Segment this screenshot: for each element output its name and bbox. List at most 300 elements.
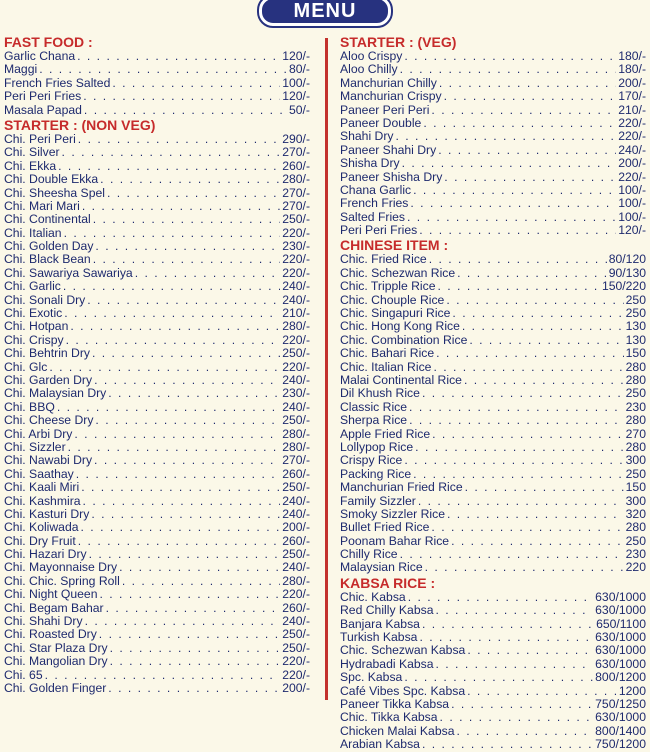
item-price: 270/- (282, 199, 310, 213)
section-title-kabsa: KABSA RICE : (340, 574, 436, 591)
item-price: 630/1000 (595, 631, 646, 645)
dot-leader (110, 655, 281, 668)
item-price: 750/1250 (595, 697, 646, 711)
menu-item (4, 361, 310, 374)
menu-item (4, 294, 310, 307)
item-price: 220 (625, 561, 646, 575)
menu-item (4, 655, 310, 668)
item-name: Paneer Shahi Dry (340, 143, 437, 157)
menu-item (4, 454, 310, 467)
item-price: 320 (625, 507, 646, 521)
menu-item (4, 642, 310, 655)
item-price: 1200 (618, 684, 646, 698)
item-name: Chi. Continental (4, 213, 91, 227)
menu-item (340, 211, 646, 224)
item-name: Chic. Italian Rice (340, 360, 432, 374)
item-price: 280 (625, 414, 646, 428)
dot-leader (467, 685, 617, 698)
dot-leader (462, 320, 624, 333)
item-name: Chi. Koliwada (4, 521, 79, 535)
menu-item (340, 320, 646, 333)
item-name: Chi. Sizzler (4, 440, 66, 454)
item-name: Hydrabadi Kabsa (340, 657, 434, 671)
menu-item (4, 495, 310, 508)
item-name: Manchurian Fried Rice (340, 481, 463, 495)
menu-item (340, 267, 646, 280)
menu-item (340, 253, 646, 266)
item-name: Chi. Silver (4, 146, 60, 160)
menu-item (340, 414, 646, 427)
menu-item (4, 334, 310, 347)
menu-item (340, 77, 646, 90)
dot-leader (422, 738, 593, 751)
item-price: 240/- (282, 561, 310, 575)
item-price: 220/- (282, 588, 310, 602)
item-name: French Fries Salted (4, 76, 111, 90)
item-price: 630/1000 (595, 644, 646, 658)
dot-leader (409, 401, 624, 414)
dot-leader (432, 428, 624, 441)
item-name: Malaysian Rice (340, 561, 423, 575)
item-name: Chic. Bahari Rice (340, 347, 435, 361)
item-name: Dil Khush Rice (340, 387, 420, 401)
item-name: Chi. Crispy (4, 333, 64, 347)
item-price: 220/- (282, 333, 310, 347)
item-price: 280 (625, 373, 646, 387)
menu-item (340, 334, 646, 347)
item-price: 150/220 (601, 280, 646, 294)
dot-leader (45, 669, 281, 682)
dot-leader (89, 548, 281, 561)
item-price: 270/- (282, 146, 310, 160)
item-name: Chic. Tripple Rice (340, 280, 436, 294)
item-price: 80/120 (608, 253, 646, 267)
dot-leader (446, 294, 623, 307)
item-name: Shahi Dry (340, 130, 394, 144)
item-name: Chi. Begam Bahar (4, 601, 104, 615)
menu-item (4, 521, 310, 534)
menu-item (340, 604, 646, 617)
item-name: Paneer Double (340, 116, 422, 130)
dot-leader (438, 144, 616, 157)
dot-leader (422, 387, 624, 400)
dot-leader (435, 604, 593, 617)
header-bar (0, 0, 650, 26)
item-price: 800/1400 (595, 724, 646, 738)
item-name: Peri Peri Fries (4, 90, 82, 104)
item-price: 100/- (618, 197, 646, 211)
item-name: Chi. Sawariya Sawariya (4, 266, 133, 280)
menu-item (4, 253, 310, 266)
dot-leader (415, 441, 623, 454)
item-name: Maggi (4, 63, 38, 77)
item-name: Crispy Rice (340, 454, 403, 468)
dot-leader (404, 671, 593, 684)
menu-item (4, 481, 310, 494)
item-price: 250 (625, 534, 646, 548)
menu-item (340, 347, 646, 360)
menu-item (340, 157, 646, 170)
item-price: 750/1200 (595, 738, 646, 752)
dot-leader (108, 682, 280, 695)
item-price: 800/1200 (595, 671, 646, 685)
dot-leader (110, 642, 281, 655)
menu-item (340, 508, 646, 521)
item-name: Aloo Crispy (340, 50, 403, 63)
dot-leader (456, 725, 593, 738)
menu-item (340, 401, 646, 414)
dot-leader (436, 658, 594, 671)
item-price: 220/- (618, 116, 646, 130)
menu-item (4, 428, 310, 441)
item-name: Garlic Chana (4, 50, 76, 63)
dot-leader (100, 173, 280, 186)
item-price: 210/- (618, 103, 646, 117)
menu-item (340, 548, 646, 561)
dot-leader (439, 77, 616, 90)
dot-leader (413, 468, 624, 481)
item-name: Chic. Fried Rice (340, 253, 427, 267)
dot-leader (400, 63, 617, 76)
item-name: Chi. Black Bean (4, 253, 91, 267)
item-name: Chicken Malai Kabsa (340, 724, 455, 738)
item-price: 230/- (282, 387, 310, 401)
menu-item (340, 711, 646, 724)
column-divider (325, 38, 328, 700)
item-price: 230/- (282, 240, 310, 254)
item-name: Chi. Sheesha Spel (4, 186, 105, 200)
dot-leader (62, 146, 281, 159)
item-price: 100/- (618, 210, 646, 224)
menu-title: MENU (259, 0, 391, 26)
menu-item (340, 224, 646, 237)
item-price: 250/- (282, 213, 310, 227)
item-name: Chi. BBQ (4, 400, 55, 414)
menu-item (4, 628, 310, 641)
item-price: 220/- (618, 130, 646, 144)
menu-item (4, 615, 310, 628)
starter-non-veg-list (4, 133, 310, 695)
item-price: 180/- (618, 50, 646, 63)
menu-item (340, 307, 646, 320)
item-price: 120/- (618, 224, 646, 238)
dot-leader (457, 267, 607, 280)
menu-item (340, 184, 646, 197)
item-name: Chic. Tikka Kabsa (340, 711, 438, 725)
menu-item (340, 130, 646, 143)
section-title-starter-veg: STARTER : (VEG) (340, 34, 457, 50)
item-name: Chi. Italian (4, 226, 62, 240)
item-name: Arabian Kabsa (340, 738, 420, 752)
dot-leader (83, 495, 281, 508)
item-price: 250 (625, 293, 646, 307)
item-price: 130 (625, 320, 646, 334)
item-price: 100/- (618, 183, 646, 197)
item-price: 280 (625, 521, 646, 535)
item-name: Red Chilly Kabsa (340, 604, 434, 618)
dot-leader (78, 133, 280, 146)
dot-leader (66, 334, 281, 347)
dot-leader (64, 307, 280, 320)
dot-leader (83, 90, 280, 103)
dot-leader (467, 644, 593, 657)
item-name: Packing Rice (340, 467, 412, 481)
dot-leader (409, 414, 624, 427)
item-name: Chic. Chouple Rice (340, 293, 445, 307)
item-name: Banjara Kabsa (340, 617, 420, 631)
dot-leader (95, 414, 280, 427)
menu-item (4, 535, 310, 548)
item-name: Chi. Malaysian Dry (4, 387, 107, 401)
menu-item (4, 682, 310, 695)
menu-item (340, 561, 646, 574)
dot-leader (122, 575, 280, 588)
dot-leader (431, 104, 616, 117)
menu-item (340, 468, 646, 481)
item-name: Manchurian Crispy (340, 90, 442, 104)
item-name: Chi. Hazari Dry (4, 548, 87, 562)
item-price: 630/1000 (595, 590, 646, 604)
item-price: 240/- (282, 400, 310, 414)
item-price: 270/- (282, 454, 310, 468)
dot-leader (400, 548, 624, 561)
menu-item (4, 320, 310, 333)
item-price: 280/- (282, 427, 310, 441)
item-price: 260/- (282, 534, 310, 548)
dot-leader (418, 495, 624, 508)
dot-leader (91, 508, 280, 521)
item-name: Turkish Kabsa (340, 631, 418, 645)
item-price: 130 (625, 333, 646, 347)
menu-item (4, 160, 310, 173)
item-price: 220/- (282, 253, 310, 267)
item-price: 280/- (282, 574, 310, 588)
item-name: Café Vibes Spc. Kabsa (340, 684, 466, 698)
dot-leader (68, 441, 281, 454)
item-name: Paneer Tikka Kabsa (340, 697, 450, 711)
item-price: 220/- (282, 668, 310, 682)
item-name: Chic. Schezwan Rice (340, 266, 456, 280)
dot-leader (419, 224, 616, 237)
dot-leader (436, 347, 624, 360)
menu-item (340, 685, 646, 698)
menu-item (4, 240, 310, 253)
item-name: Chilly Rice (340, 548, 398, 562)
menu-item (4, 575, 310, 588)
item-name: Chi. Mangolian Dry (4, 655, 108, 669)
item-price: 650/1100 (596, 617, 646, 631)
item-price: 240/- (282, 373, 310, 387)
item-price: 50/- (288, 103, 310, 117)
menu-item (4, 387, 310, 400)
item-name: Chi. Kaali Miri (4, 481, 80, 495)
item-name: Chi. Chic. Spring Roll (4, 574, 120, 588)
menu-item (4, 508, 310, 521)
dot-leader (108, 387, 280, 400)
dot-leader (419, 631, 593, 644)
menu-item (4, 133, 310, 146)
menu-item (340, 171, 646, 184)
menu-item (4, 146, 310, 159)
dot-leader (81, 521, 281, 534)
dot-leader (410, 197, 616, 210)
dot-leader (425, 561, 624, 574)
menu-item (340, 738, 646, 751)
dot-leader (451, 535, 624, 548)
menu-item (4, 227, 310, 240)
item-price: 90/130 (608, 266, 646, 280)
item-name: Peri Peri Fries (340, 224, 418, 238)
item-price: 170/- (618, 90, 646, 104)
menu-item (340, 374, 646, 387)
menu-item (4, 602, 310, 615)
fast-food-list (4, 50, 310, 117)
dot-leader (49, 361, 280, 374)
dot-leader (95, 240, 280, 253)
menu-item (4, 588, 310, 601)
item-price: 200/- (618, 157, 646, 171)
menu-item (4, 50, 310, 63)
kabsa-list (340, 591, 646, 752)
dot-leader (404, 50, 616, 63)
item-name: Sherpa Rice (340, 414, 408, 428)
menu-item (4, 548, 310, 561)
dot-leader (465, 481, 624, 494)
item-name: Chic. Kabsa (340, 590, 406, 604)
item-price: 200/- (282, 681, 310, 695)
item-name: Spc. Kabsa (340, 671, 403, 685)
dot-leader (93, 253, 281, 266)
item-name: Chic. Schezwan Kabsa (340, 644, 466, 658)
item-price: 240/- (282, 615, 310, 629)
menu-item (340, 63, 646, 76)
dot-leader (106, 602, 281, 615)
dot-leader (92, 347, 280, 360)
item-name: Chi. Star Plaza Dry (4, 641, 108, 655)
item-price: 250 (625, 387, 646, 401)
section-title-fast-food: FAST FOOD : (4, 34, 93, 50)
dot-leader (77, 50, 280, 63)
dot-leader (431, 521, 623, 534)
item-price: 250/- (282, 347, 310, 361)
menu-item (4, 401, 310, 414)
menu-item (340, 294, 646, 307)
dot-leader (429, 253, 607, 266)
menu-item (4, 468, 310, 481)
dot-leader (78, 535, 280, 548)
item-price: 280/- (282, 440, 310, 454)
item-price: 220/- (618, 170, 646, 184)
item-name: Chi. Double Ekka (4, 173, 99, 187)
menu-item (340, 658, 646, 671)
section-title-starter-non-veg: STARTER : (NON VEG) (4, 116, 156, 133)
menu-item (340, 644, 646, 657)
item-price: 280/- (282, 320, 310, 334)
item-price: 210/- (282, 307, 310, 321)
item-name: Chi. Garlic (4, 280, 61, 294)
item-name: Chi. Glc (4, 360, 48, 374)
item-price: 250/- (282, 481, 310, 495)
item-name: Family Sizzler (340, 494, 416, 508)
item-name: Chi. Peri Peri (4, 132, 76, 146)
menu-item (4, 267, 310, 280)
item-name: Smoky Sizzler Rice (340, 507, 445, 521)
right-column (340, 35, 646, 752)
item-name: Chi. Golden Day (4, 240, 94, 254)
dot-leader (440, 711, 594, 724)
dot-leader (447, 508, 624, 521)
starter-veg-list (340, 50, 646, 237)
dot-leader (396, 130, 617, 143)
dot-leader (119, 561, 280, 574)
item-price: 220/- (282, 226, 310, 240)
dot-leader (74, 428, 280, 441)
dot-leader (93, 213, 281, 226)
menu-item (340, 631, 646, 644)
dot-leader (404, 454, 623, 467)
item-price: 290/- (282, 132, 310, 146)
dot-leader (423, 117, 616, 130)
item-price: 240/- (282, 507, 310, 521)
item-price: 120/- (282, 50, 310, 63)
item-name: Chi. Ekka (4, 159, 57, 173)
dot-leader (438, 280, 600, 293)
item-price: 250/- (282, 548, 310, 562)
dot-leader (469, 334, 623, 347)
item-price: 250/- (282, 628, 310, 642)
dot-leader (94, 374, 280, 387)
item-price: 100/- (282, 76, 310, 90)
item-price: 80/- (288, 63, 310, 77)
dot-leader (64, 227, 281, 240)
item-name: Chi. Kashmira (4, 494, 81, 508)
item-name: French Fries (340, 197, 409, 211)
dot-leader (63, 280, 280, 293)
dot-leader (100, 588, 281, 601)
item-name: Chi. Golden Finger (4, 681, 107, 695)
dot-leader (464, 374, 624, 387)
item-name: Shisha Dry (340, 157, 400, 171)
menu-item (4, 213, 310, 226)
item-price: 240/- (618, 143, 646, 157)
item-name: Chic. Hong Kong Rice (340, 320, 460, 334)
menu-item (340, 104, 646, 117)
item-price: 240/- (282, 293, 310, 307)
item-name: Chi. Nawabi Dry (4, 454, 93, 468)
item-price: 200/- (618, 76, 646, 90)
dot-leader (444, 90, 617, 103)
dot-leader (408, 591, 593, 604)
item-price: 150 (625, 481, 646, 495)
chinese-list (340, 253, 646, 574)
item-name: Chi. Behtrin Dry (4, 347, 91, 361)
dot-leader (422, 618, 594, 631)
section-title-chinese: CHINESE ITEM : (340, 237, 449, 254)
menu-item (340, 90, 646, 103)
item-price: 180/- (618, 63, 646, 77)
item-price: 280/- (282, 173, 310, 187)
item-name: Chi. Garden Dry (4, 373, 93, 387)
item-price: 260/- (282, 467, 310, 481)
item-name: Chi. Roasted Dry (4, 628, 97, 642)
item-name: Bullet Fried Rice (340, 521, 430, 535)
dot-leader (58, 160, 280, 173)
item-name: Chi. Shahi Dry (4, 615, 83, 629)
item-price: 250 (625, 467, 646, 481)
dot-leader (402, 157, 617, 170)
item-name: Chi. Hotpan (4, 320, 69, 334)
item-name: Chi. Arbi Dry (4, 427, 73, 441)
